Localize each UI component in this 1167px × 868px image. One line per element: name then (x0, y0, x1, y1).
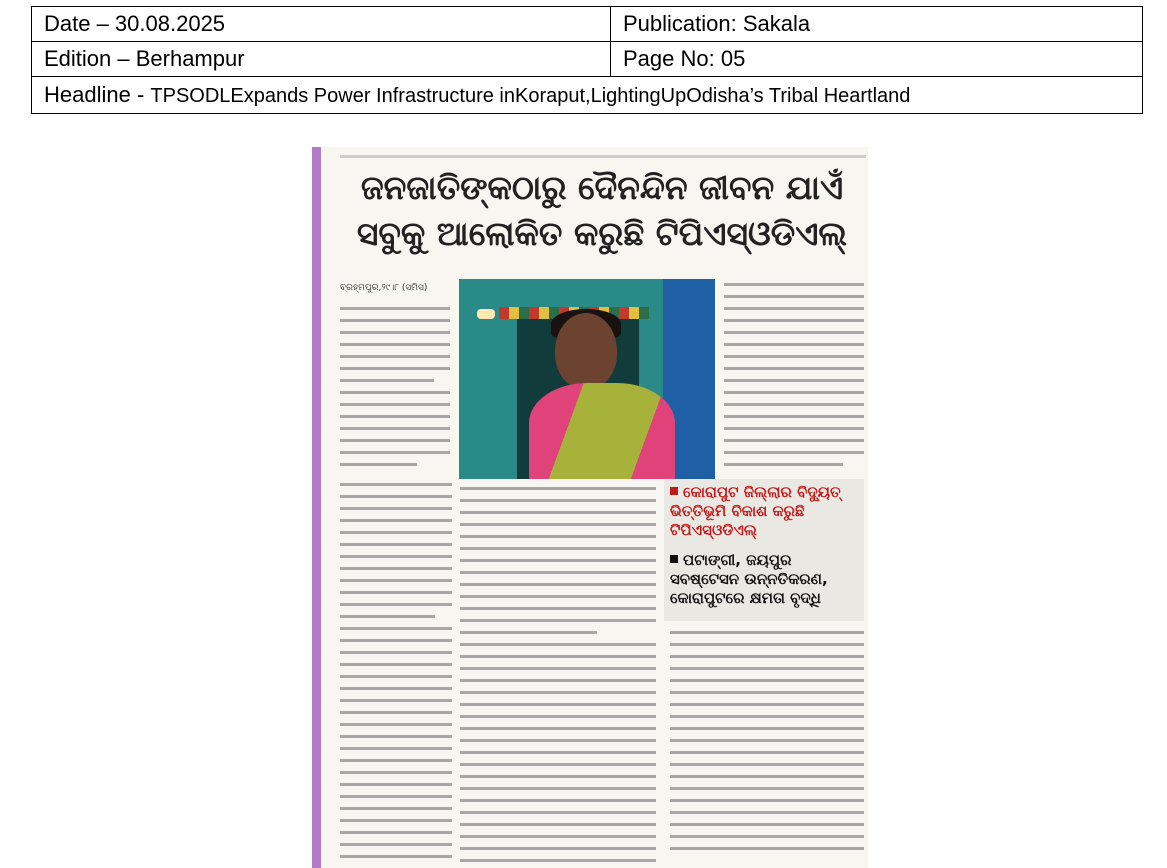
metadata-table (31, 6, 1143, 114)
dateline: ବ୍ରହ୍ମପୁର,୨୯।୮ (ସମିସ) (340, 283, 428, 293)
publication-cell: Publication: Sakala (611, 7, 1143, 42)
title-line-1: ଜନଜାତିଙ୍କଠାରୁ ଦୈନନ୍ଦିନ ଜୀବନ ଯାଏଁ (360, 168, 844, 207)
headline-text: TPSODLExpands Power Infrastructure inKoraput,LightingUpOdisha’s Tribal Heartland (150, 85, 911, 107)
meta-row-2 (32, 42, 1143, 77)
page-number-cell: Page No: 05 (611, 42, 1143, 77)
article-column-2 (460, 487, 656, 868)
clipping-accent-bar (312, 147, 321, 868)
highlight-item-2: ପଟାଙ୍ଗୀ, ଜୟପୁର ସବଷ୍ଟେସନ ଉନ୍ନତିକରଣ, କୋରାପୁଟରେ କ୍ଷମତା ବୃଦ୍ଧି (670, 551, 828, 607)
meta-row-3 (32, 77, 1143, 114)
article-column-3 (724, 283, 864, 475)
highlight-box (664, 479, 864, 621)
clipping-title (342, 165, 862, 257)
title-line-2: ସବୁକୁ ଆଲୋକିତ କରୁଛି ଟିପିଏସ୍‌ଓଡିଏଲ୍ (356, 214, 848, 253)
top-rule (340, 155, 866, 158)
date-cell: Date – 30.08.2025 (32, 7, 611, 42)
headline-cell (32, 77, 1143, 114)
newspaper-clipping (312, 147, 868, 868)
highlight-item-1: କୋରାପୁଟ ଜିଲ୍ଲାର ବିଦ୍ୟୁତ୍ ଭିତ୍ତିଭୂମି ବିକାଶ କରୁଛି ଟିପିଏସ୍‌ଓଡିଏଲ୍ (670, 483, 841, 539)
article-column-1b (340, 483, 452, 867)
headline-label: Headline - (44, 82, 151, 107)
article-photo-woman (459, 279, 715, 479)
meta-row-1 (32, 7, 1143, 42)
edition-cell: Edition – Berhampur (32, 42, 611, 77)
article-column-1 (340, 307, 450, 475)
square-bullet-icon (670, 555, 678, 563)
article-column-3b (670, 631, 864, 859)
square-bullet-icon (670, 487, 678, 495)
